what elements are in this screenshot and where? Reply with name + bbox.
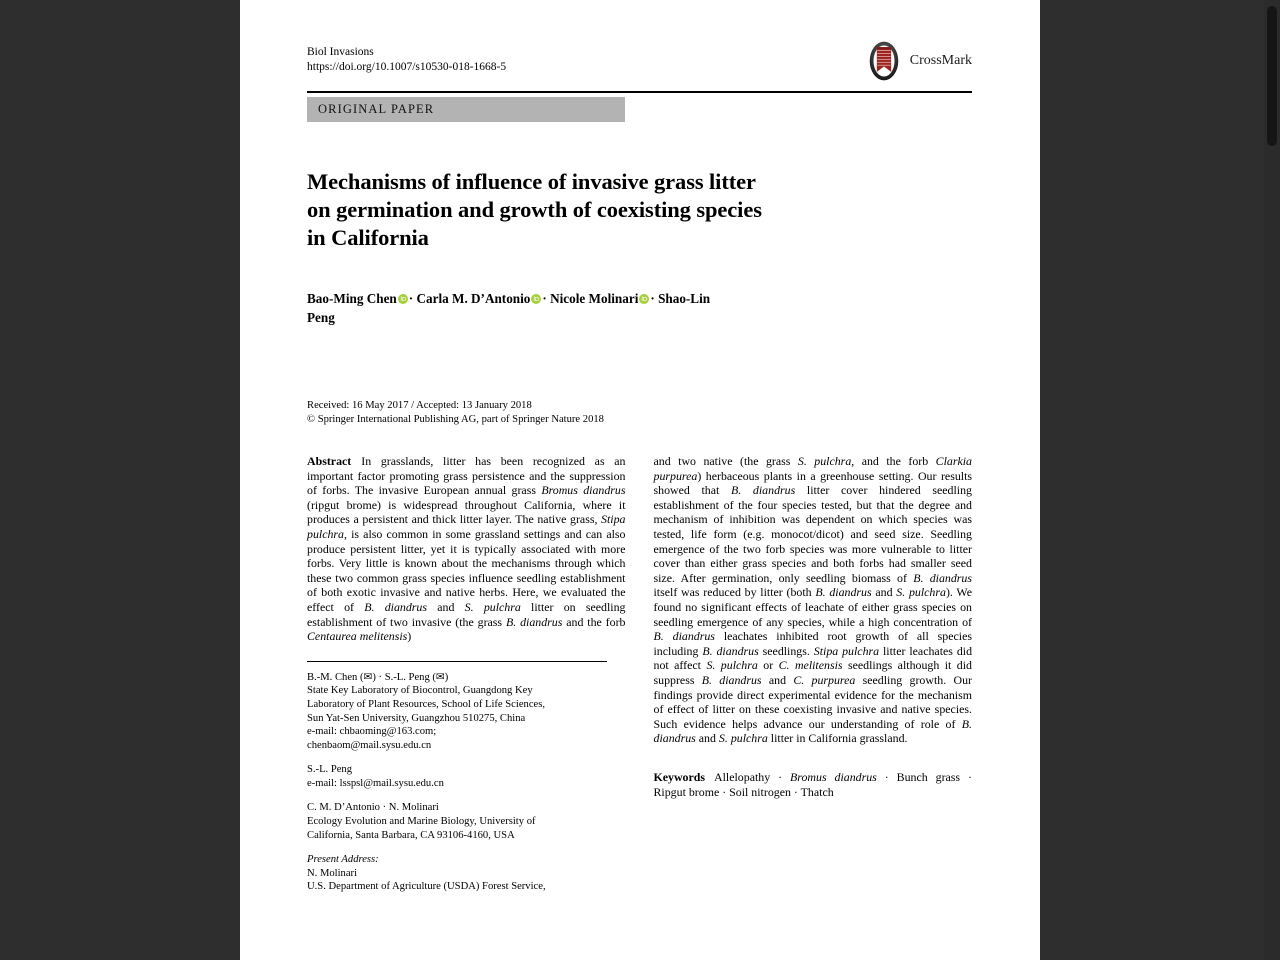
affiliation-email[interactable]: e-mail: lsspsl@mail.sysu.edu.cn bbox=[307, 777, 444, 789]
journal-name: Biol Invasions bbox=[307, 46, 374, 58]
affiliation-authors: N. Molinari bbox=[307, 867, 358, 879]
scrollbar-thumb[interactable] bbox=[1267, 6, 1277, 146]
affiliation-line: State Key Laboratory of Biocontrol, Guangdong Key bbox=[307, 685, 533, 697]
present-address-block bbox=[307, 853, 626, 894]
abstract-label: Abstract bbox=[307, 454, 352, 468]
title-line-2: on germination and growth of coexisting species bbox=[307, 197, 762, 222]
abstract-text: and the forb bbox=[562, 614, 626, 629]
keywords-label: Keywords bbox=[653, 769, 706, 784]
publication-dates bbox=[307, 399, 972, 426]
species-name: B. diandrus bbox=[505, 614, 563, 629]
copyright-line: © Springer International Publishing AG, part of Springer Nature 2018 bbox=[307, 413, 604, 425]
keyword-item: Bromus diandrus bbox=[790, 769, 877, 784]
abstract-text: litter on seedling establishment of two invasive (the grass bbox=[307, 599, 626, 629]
abstract-text: and bbox=[427, 599, 465, 614]
keyword-item: Thatch bbox=[800, 785, 834, 800]
right-column bbox=[654, 454, 973, 894]
abstract-text: ) herbaceous plants in a greenhouse setting. Our results showed that bbox=[653, 468, 972, 498]
author-name: Nicole Molinari bbox=[550, 291, 639, 306]
keyword-item: Bunch grass bbox=[896, 769, 961, 784]
footnote-divider bbox=[307, 661, 607, 662]
abstract-text: and bbox=[761, 672, 794, 687]
species-name: B. diandrus bbox=[653, 716, 972, 746]
author-list bbox=[307, 289, 737, 327]
abstract-text: litter leachates did not affect bbox=[653, 643, 973, 673]
species-name: S. pulchra bbox=[797, 454, 852, 468]
keyword-separator: · bbox=[968, 769, 972, 784]
keyword-item: Soil nitrogen bbox=[729, 785, 791, 800]
species-name: S. pulchra bbox=[464, 599, 521, 614]
page-title bbox=[307, 168, 812, 252]
abstract-text: (ripgut brome) is widespread throughout California, where it produces a persistent and thick litter layer. The native grass, bbox=[307, 497, 626, 527]
abstract-text: and bbox=[695, 731, 719, 746]
keyword-separator: · bbox=[722, 785, 727, 800]
affiliation-authors: C. M. D’Antonio · N. Molinari bbox=[307, 802, 439, 814]
abstract-text: litter in California grassland. bbox=[767, 731, 908, 746]
species-name: B. diandrus bbox=[731, 483, 796, 498]
keyword-separator: · bbox=[793, 785, 798, 800]
crossmark-icon bbox=[863, 40, 905, 82]
affiliation-email[interactable]: e-mail: chbaoming@163.com; bbox=[307, 726, 437, 738]
title-line-3: in California bbox=[307, 225, 429, 250]
vertical-scrollbar[interactable] bbox=[1264, 0, 1280, 960]
author-separator: · bbox=[650, 291, 655, 306]
species-name: C. melitensis bbox=[778, 658, 843, 673]
abstract-text: ). We found no significant effects of leachate of either grass species on seedling emergence of any species, while a high concentration of bbox=[653, 585, 972, 629]
footnote-affiliations bbox=[307, 671, 626, 894]
species-name: B. diandrus bbox=[701, 672, 762, 687]
author-name: Bao-Ming Chen bbox=[307, 291, 397, 306]
species-name: B. diandrus bbox=[815, 585, 872, 600]
species-name: B. diandrus bbox=[702, 643, 759, 658]
crossmark-badge[interactable] bbox=[863, 40, 972, 82]
keyword-separator: · bbox=[778, 769, 783, 784]
abstract-text: and bbox=[871, 585, 897, 600]
affiliation-block bbox=[307, 671, 626, 753]
abstract-text: seedling growth. Our findings provide direct experimental evidence for the mechanism of effect of litter on these coexisting invasive and native species. Such evidence helps advance our understanding of role of bbox=[653, 672, 972, 731]
abstract-left bbox=[307, 454, 626, 644]
abstract-text: itself was reduced by litter (both bbox=[653, 585, 816, 600]
abstract-text: seedlings although it did suppress bbox=[653, 658, 972, 687]
orcid-icon[interactable] bbox=[639, 294, 649, 304]
species-name: B. diandrus bbox=[364, 599, 427, 614]
abstract-text: litter cover hindered seedling establishment of the four species tested, but that the degree and mechanism of inhibition was dependent on which species was tested, life form (e.g. monocot/dicot) and seed size. Seedling emergence of the two forb species was more vulnerable to litter cover than either grass species and both forbs had smaller seed size. After germination, only seedling biomass of bbox=[653, 483, 972, 585]
abstract-columns bbox=[307, 454, 972, 894]
keyword-item: Ripgut brome bbox=[653, 785, 720, 800]
affiliation-authors: S.-L. Peng bbox=[307, 764, 353, 776]
orcid-icon[interactable] bbox=[398, 294, 408, 304]
present-address-heading: Present Address: bbox=[307, 854, 379, 866]
affiliation-line: Laboratory of Plant Resources, School of Life Sciences, bbox=[307, 698, 545, 710]
author-separator: · bbox=[542, 291, 547, 306]
abstract-text: seedlings. bbox=[758, 643, 814, 658]
orcid-icon[interactable] bbox=[531, 294, 541, 304]
received-accepted: Received: 16 May 2017 / Accepted: 13 January 2018 bbox=[307, 400, 532, 411]
species-name: C. purpurea bbox=[793, 672, 856, 687]
abstract-right bbox=[654, 454, 973, 746]
keyword-item: Allelopathy bbox=[714, 769, 771, 784]
species-name: Clarkia purpurea bbox=[653, 454, 972, 483]
keyword-separator: · bbox=[884, 769, 889, 784]
affiliation-block bbox=[307, 801, 626, 842]
affiliation-email[interactable]: chenbaom@mail.sysu.edu.cn bbox=[307, 739, 432, 751]
species-name: Centaurea melitensis bbox=[307, 629, 408, 644]
species-name: Bromus diandrus bbox=[541, 483, 626, 498]
abstract-text: In grasslands, litter has been recognized as an important factor promoting grass persistence and the suppression of forbs. The invasive European annual grass bbox=[307, 454, 626, 498]
abstract-text: , is also common in some grassland settings and can also produce persistent litter, yet it is typically associated with more forbs. Very little is known about the mechanisms through which these two common grass species influence seedling establishment of both exotic invasive and native herbs. Here, we evaluated the effect of bbox=[307, 526, 626, 614]
author-name: Shao-Lin Peng bbox=[307, 291, 711, 325]
document-page bbox=[240, 0, 1040, 960]
doi-link[interactable]: https://doi.org/10.1007/s10530-018-1668-5 bbox=[307, 61, 507, 73]
title-line-1: Mechanisms of influence of invasive grass litter bbox=[307, 169, 756, 194]
abstract-text: leachates inhibited root growth of all species including bbox=[653, 629, 972, 658]
left-column bbox=[307, 454, 626, 894]
species-name: B. diandrus bbox=[653, 629, 715, 644]
affiliation-authors: B.-M. Chen (✉) · S.-L. Peng (✉) bbox=[307, 671, 449, 683]
species-name: S. pulchra bbox=[718, 731, 768, 746]
affiliation-line: U.S. Department of Agriculture (USDA) Forest Service, bbox=[307, 881, 546, 893]
species-name: S. pulchra bbox=[706, 658, 758, 673]
abstract-text: ) bbox=[407, 629, 412, 644]
species-name: S. pulchra bbox=[896, 585, 946, 600]
abstract-text: and two native (the grass bbox=[653, 454, 798, 468]
abstract-text: , and the forb bbox=[851, 454, 936, 468]
journal-header bbox=[307, 45, 972, 85]
header-rule bbox=[307, 91, 972, 93]
affiliation-line: Ecology Evolution and Marine Biology, University of bbox=[307, 816, 536, 828]
abstract-text: or bbox=[757, 658, 779, 673]
paper-type-label: ORIGINAL PAPER bbox=[318, 102, 435, 116]
affiliation-line: Sun Yat-Sen University, Guangzhou 510275, China bbox=[307, 712, 526, 724]
paper-type-band bbox=[307, 97, 625, 122]
species-name: Stipa pulchra bbox=[307, 512, 626, 541]
keywords-section bbox=[654, 770, 973, 801]
affiliation-block bbox=[307, 763, 626, 790]
species-name: Stipa pulchra bbox=[813, 643, 880, 658]
crossmark-label: CrossMark bbox=[909, 53, 972, 68]
species-name: B. diandrus bbox=[913, 570, 972, 585]
affiliation-line: California, Santa Barbara, CA 93106-4160, USA bbox=[307, 829, 515, 841]
author-name: Carla M. D’Antonio bbox=[416, 291, 531, 306]
author-separator: · bbox=[408, 291, 414, 306]
